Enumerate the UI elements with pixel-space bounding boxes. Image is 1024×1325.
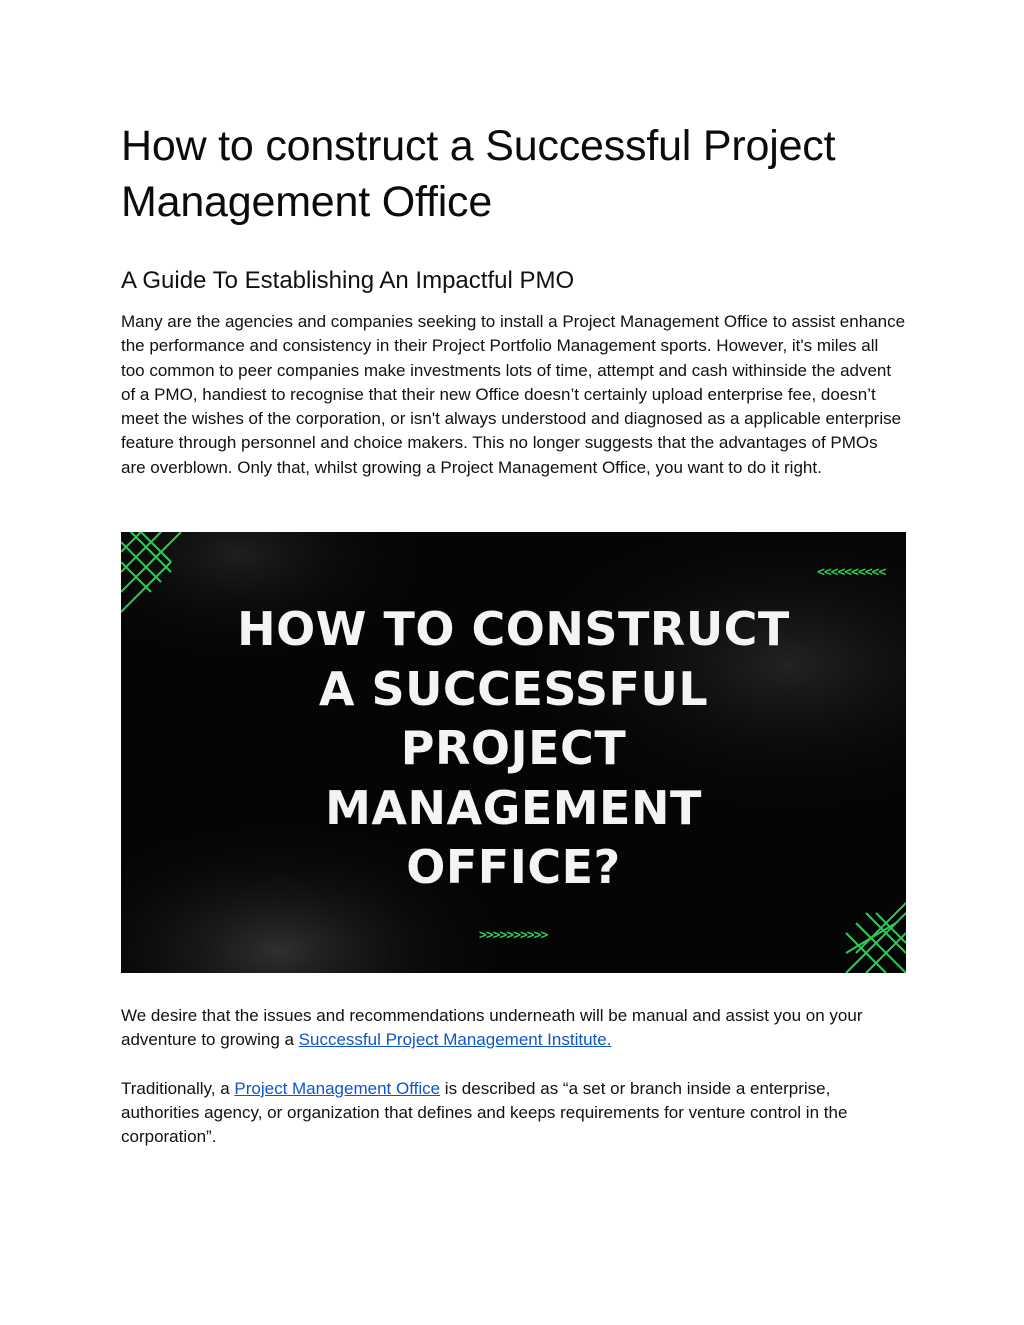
arrows-bottom-decoration: >>>>>>>>>> xyxy=(479,928,548,943)
title-line-2: Management Office xyxy=(121,178,493,226)
hero-line-3: PROJECT xyxy=(400,721,627,775)
paragraph-2-text: We desire that the issues and recommendations underneath will be manual and assist you on your adventure to growing a xyxy=(121,1006,863,1050)
hero-line-4: MANAGEMENT xyxy=(325,780,702,835)
title-line-1: How to construct a Successful Project xyxy=(121,122,836,170)
hero-image xyxy=(121,532,906,973)
hero-line-5: OFFICE? xyxy=(406,840,621,894)
page-subtitle: A Guide To Establishing An Impactful PMO xyxy=(121,267,575,294)
intro-paragraph: Many are the agencies and companies seeking to install a Project Management Office to assist enhance the performance and consistency in their Project Portfolio Management sports. However, it's miles all too common to peer companies make investments lots of time, attempt and cash withinside the advent of a PMO, handiest to recognise that their new Office doesn’t certainly upload enterprise fee, doesn’t meet the wishes of the corporation, or isn't always understood and diagnosed as a applicable enterprise feature through personnel and choice makers. This no longer suggests that the advantages of PMOs are overblown. Only that, whilst growing a Project Management Office, you want to do it right. xyxy=(121,312,906,477)
link-successful-pmi[interactable]: Successful Project Management Institute. xyxy=(298,1030,612,1050)
hero-line-1: HOW TO CONSTRUCT xyxy=(237,602,790,656)
hero-line-2: A SUCCESSFUL xyxy=(318,661,709,716)
paragraph-3 xyxy=(121,1077,906,1150)
paragraph-3-suffix: is described as “a set or branch inside a enterprise, authorities agency, or organization that defines and keeps requirements for venture control in the corporation”. xyxy=(121,1078,848,1147)
link-project-management-office[interactable]: Project Management Office xyxy=(234,1078,441,1098)
arrows-top-decoration: <<<<<<<<<< xyxy=(817,565,886,580)
page-title xyxy=(121,118,911,230)
document-body xyxy=(121,118,911,480)
paragraph-2 xyxy=(121,1004,906,1053)
paragraph-3-prefix: Traditionally, a xyxy=(121,1078,235,1098)
hero-headline xyxy=(121,600,906,898)
document-body-continued xyxy=(121,1004,911,1149)
